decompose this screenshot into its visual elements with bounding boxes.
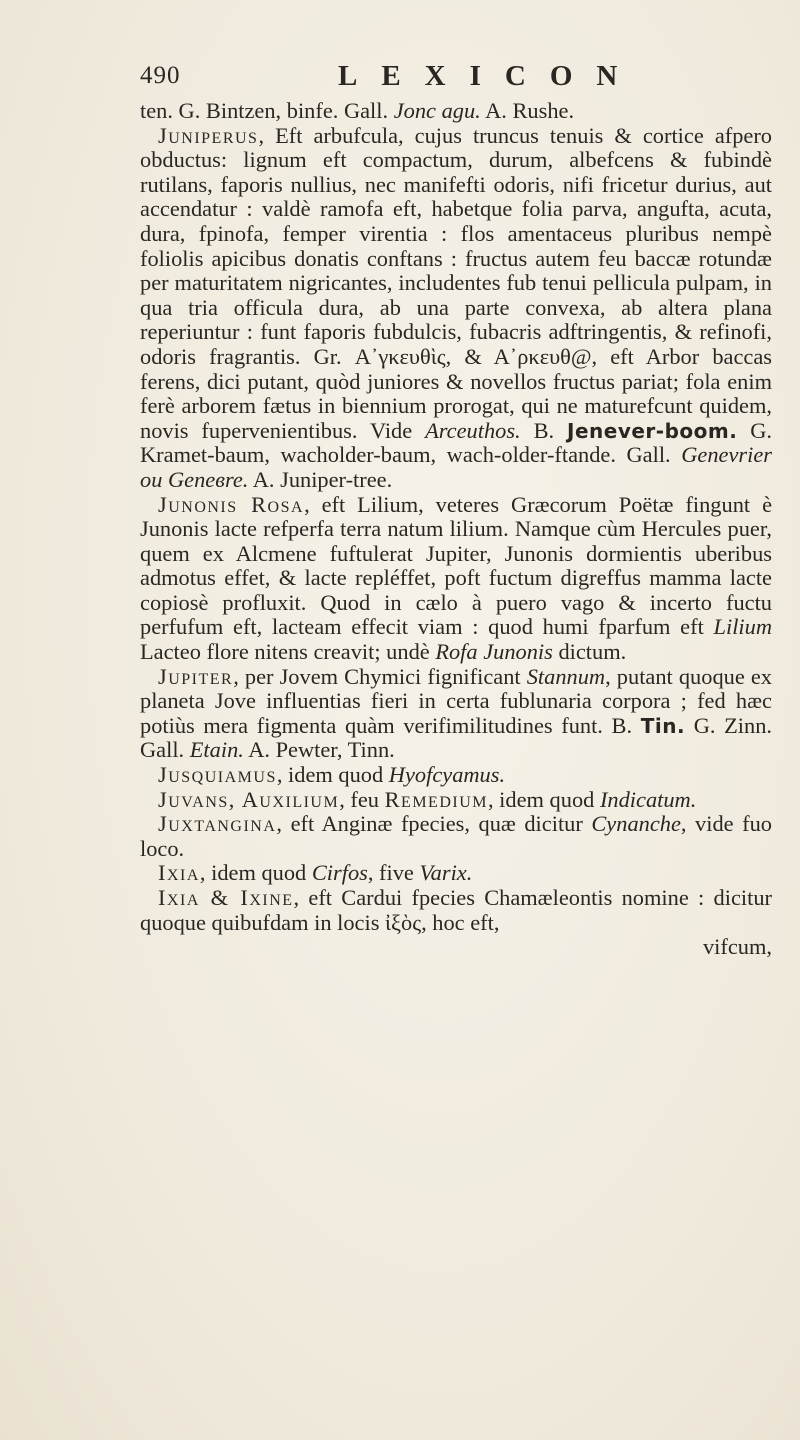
entry-juniperus: [140, 124, 772, 493]
headword: Jupiter: [158, 663, 234, 689]
entry-text: B.: [520, 417, 568, 443]
entry-continuation: [140, 99, 772, 124]
entry-text: , idem quod: [199, 860, 312, 886]
entry-text: , idem quod: [487, 786, 600, 812]
italic-term: Arceuthos.: [425, 417, 521, 443]
italic-term: Stannum: [526, 663, 606, 689]
entry-text: , eft Anginæ fpecies, quæ dicitur: [276, 811, 592, 837]
entry-jusquiamus: [140, 763, 772, 788]
entry-text: , Eft arbufcula, cujus truncus tenuis & cortice afpero obductus: lignum eft compactum, durum, albefcens & fubindè rutilans, faporis nullius, nec manifefti odoris, nifi fricetur durius, aut accendatur : valdè ramofa eft, habetque folia parva, angufta, acuta, dura, fpinofa, femper virentia : flos amentaceus pluribus nempè foliolis apicibus donatis conftans : fructus autem feu baccæ rotundæ per maturitatem nigricantes, includentes fub tenui pellicula pulpam, in qua tria officula dura, ab una parte convexa, ab altera plana reperiuntur : funt faporis fubdulcis, fubacris adftringentis, & refinofi, odoris fragrantis. Gr. Α᾽γκευθὶς, & Α᾽ρκευθ@, eft Arbor baccas ferens, dici putant, quòd juniores & novellos fructus pariat; fola enim ferè arborem fætus in biennium prorogat, qui ne maturefcunt quidem, novis fupervenientibus. Vide: [140, 122, 772, 443]
italic-term: Varix.: [419, 860, 473, 886]
catchword: vifcum,: [702, 934, 772, 960]
headword: Ixia & Ixine: [158, 885, 294, 910]
italic-term: Rofa Junonis: [435, 639, 553, 665]
entry-text: ten. G. Bintzen, binfe. Gall.: [140, 98, 394, 123]
blackletter-term: Jenever-boom.: [567, 418, 738, 443]
entry-ixia: [140, 861, 772, 886]
headword: Juxtangina: [158, 811, 277, 837]
entry-text: G. Zinn. Gall.: [140, 712, 772, 763]
entry-jupiter: [140, 665, 772, 763]
italic-term: Etain.: [189, 737, 244, 763]
headword: Remedium: [384, 786, 488, 812]
italic-term: Hyofcyamus.: [388, 762, 506, 788]
italic-term: Cynanche: [591, 811, 681, 837]
entry-juxtangina: [140, 812, 772, 861]
page-header: [140, 60, 760, 96]
italic-term: Cirfos: [311, 860, 368, 886]
entry-text: Lacteo flore nitens creavit; undè: [140, 639, 436, 665]
italic-term: Genevrier ou Geneвre.: [140, 442, 772, 492]
entry-text: A. Juniper-tree.: [248, 466, 393, 492]
entry-text: , five: [367, 860, 420, 886]
italic-term: Jonc agu.: [393, 98, 481, 123]
entry-text: A. Rushe.: [480, 98, 575, 123]
entry-text: , per Jovem Chymici fignificant: [233, 663, 527, 689]
entry-text: , vide fuo loco.: [140, 811, 772, 861]
headword: Jusquiamus: [158, 762, 277, 788]
entry-text: G. Kramet-baum, wacholder-baum, wach-older-ftande. Gall.: [140, 417, 773, 468]
entry-ixine: [140, 886, 772, 935]
entry-text: , eft Cardui fpecies Chamæleontis nomine : dicitur quoque quibufdam in locis ἰξὸς, hoc eft,: [140, 885, 772, 935]
blackletter-term: Tin.: [640, 713, 686, 738]
entry-text: , eft Lilium, veteres Græcorum Poëtæ fingunt è Junonis lacte refperfa terra natum lilium. Namque cùm Hercules puer, quem ex Alcmene fuftulerat Jupiter, Junonis dormientis uberibus admotus effet, & lacte repléffet, poft fuctum digreffus mamma lacte copiosè profluxit. Quod in cælo à puero vago & incerto fuctu perfufum eft, lacteam effecit viam : quod humi fparfum eft: [140, 491, 773, 640]
headword: Junonis Rosa: [158, 491, 305, 517]
italic-term: Indicatum.: [599, 786, 697, 812]
entry-text: , feu: [339, 786, 385, 812]
entry-text: A. Pewter, Tinn.: [243, 737, 395, 763]
entry-text: , idem quod: [276, 762, 389, 788]
dictionary-text: [140, 99, 772, 960]
headword: Ixia: [158, 860, 200, 886]
italic-term: Lilium: [713, 614, 772, 640]
page-number: 490: [140, 62, 181, 89]
entry-text: dictum.: [552, 639, 627, 665]
entry-juvans: [140, 788, 772, 813]
running-head: LEXICON: [338, 60, 642, 92]
headword: Juvans, Auxilium: [158, 786, 340, 812]
entry-text: , putant quoque ex planeta Jove influentias fieri in certa fublunaria corpora ; fed hæc potiùs mera figmenta quàm verifimilitudines funt. B.: [140, 663, 773, 738]
entry-junonis-rosa: [140, 493, 772, 665]
headword: Juniperus: [158, 122, 259, 148]
